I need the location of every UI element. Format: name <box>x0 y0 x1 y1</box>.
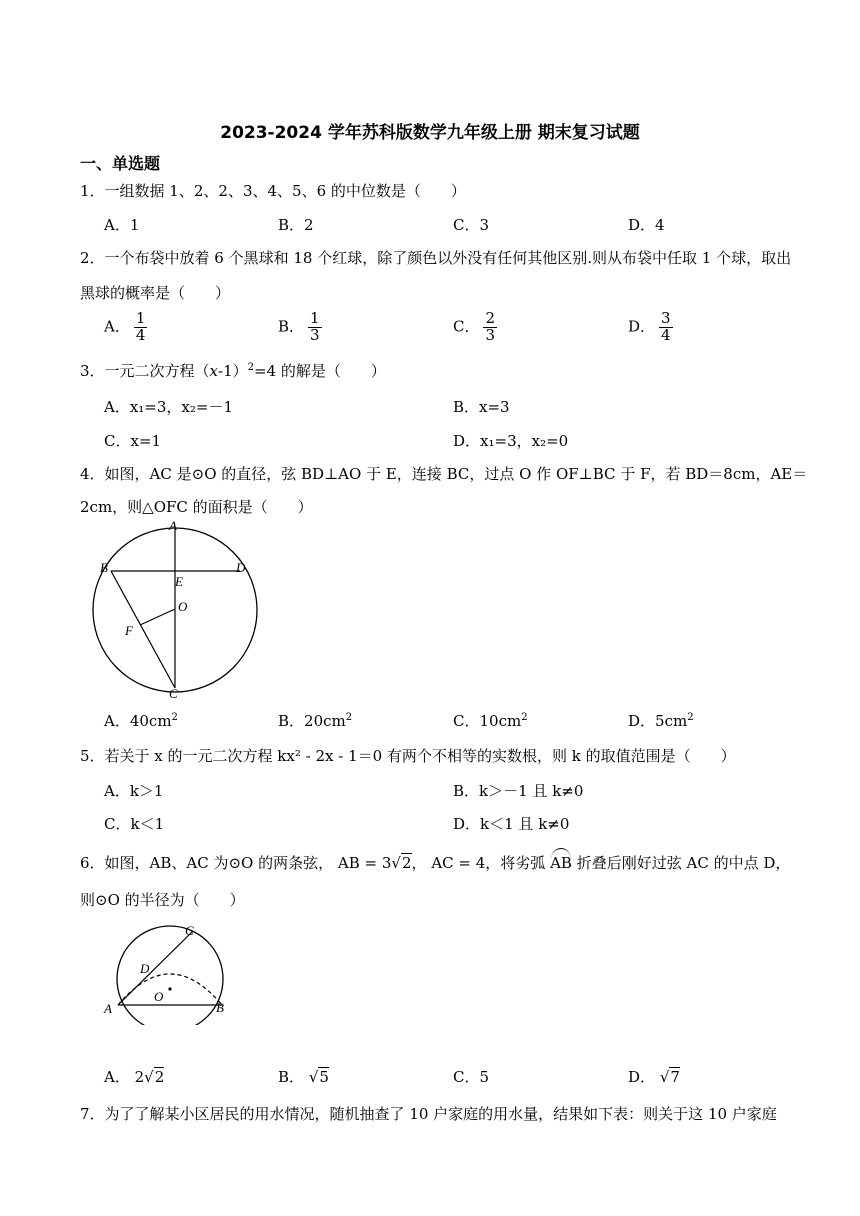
q6-option-d-radicand: 7 <box>670 1068 680 1086</box>
q6-eq-ac: AC = 4 <box>431 854 486 872</box>
page-title: 2023-2024 学年苏科版数学九年级上册 期末复习试题 <box>220 123 640 143</box>
q4-option-a <box>104 710 178 731</box>
q4-option-c <box>453 710 528 731</box>
fraction <box>659 311 673 344</box>
q6-option-c: C．5 <box>453 1068 490 1086</box>
denominator: 3 <box>485 325 496 344</box>
circle-o <box>117 926 223 1025</box>
exponent: 2 <box>687 712 694 723</box>
question-6-line1 <box>80 852 790 873</box>
q4-option-c-text: C．10cm <box>453 712 522 730</box>
segment-bc <box>111 571 175 688</box>
q4-circle-figure <box>90 520 260 700</box>
q6-arc-ab: AB <box>550 854 572 872</box>
q2-option-b <box>278 311 322 344</box>
exponent: 2 <box>171 712 178 723</box>
question-7-text: 7．为了了解某小区居民的用水情况，随机抽查了 10 户家庭的用水量，结果如下表：则关于这 10 户家庭 <box>80 1105 777 1123</box>
q6-option-a-radicand: 2 <box>154 1068 165 1086</box>
center-point <box>168 987 171 990</box>
q2-option-c-label: C． <box>453 317 480 336</box>
q6-text-part: 折叠后刚好过弦 AC 的中点 D， <box>576 854 791 872</box>
label-d: D <box>236 560 246 575</box>
numerator: 2 <box>485 309 496 327</box>
q3-text-part: =4 的解是（ ） <box>254 362 386 380</box>
q6-option-b-radicand: 5 <box>319 1068 329 1086</box>
exponent: 2 <box>521 712 528 723</box>
q5-option-b: B．k＞－1 且 k≠0 <box>453 782 584 800</box>
denominator: 4 <box>661 325 671 344</box>
sqrt-icon: √ <box>659 1068 670 1086</box>
q1-option-a: A．1 <box>104 216 140 234</box>
fraction <box>134 311 148 344</box>
label-a: A <box>169 520 177 533</box>
question-1-text: 1．一组数据 1、2、2、3、4、5、6 的中位数是（ ） <box>80 182 466 200</box>
q4-option-a-text: A．40cm <box>104 712 172 730</box>
numerator: 1 <box>310 309 320 327</box>
sqrt-icon: √ <box>391 854 401 872</box>
q3-exponent: 2 <box>247 362 255 373</box>
q6-eq-ab-radicand: 2 <box>401 854 412 872</box>
q3-option-d: D．x₁=3，x₂=0 <box>453 432 569 450</box>
q3-option-b: B．x=3 <box>453 398 510 416</box>
q1-option-d: D．4 <box>628 216 665 234</box>
label-b: B <box>100 560 108 575</box>
q2-option-d <box>628 311 673 344</box>
q4-option-d <box>628 710 694 731</box>
fraction <box>308 311 322 344</box>
sqrt-icon: √ <box>144 1068 154 1086</box>
q6-option-b-label: B． <box>278 1068 305 1086</box>
q3-text-part: -1） <box>218 362 248 380</box>
q3-text-part: 3．一元二次方程（ <box>80 362 210 380</box>
question-2-line2: 黑球的概率是（ ） <box>80 284 231 302</box>
q4-option-d-text: D．5cm <box>628 712 688 730</box>
denominator: 4 <box>135 325 146 344</box>
q1-option-c: C．3 <box>453 216 490 234</box>
q6-circle-figure <box>100 925 240 1025</box>
q6-option-b <box>278 1066 329 1087</box>
question-2-line1: 2．一个布袋中放着 6 个黑球和 18 个红球，除了颜色以外没有任何其他区别.则从布袋中任取 1 个球，取出 <box>80 249 792 267</box>
q6-option-a-label: A． <box>104 1068 130 1086</box>
label-o: O <box>154 989 164 1004</box>
q3-var: x <box>209 362 219 380</box>
q3-option-c: C．x=1 <box>104 432 162 450</box>
q4-option-b <box>278 710 352 731</box>
q5-option-d: D．k＜1 且 k≠0 <box>453 815 570 833</box>
question-5-text: 5．若关于 x 的一元二次方程 kx² - 2x - 1＝0 有两个不相等的实数根，则 k 的取值范围是（ ） <box>80 747 736 765</box>
exponent: 2 <box>345 712 353 723</box>
label-c: C <box>169 686 178 700</box>
q6-option-a <box>104 1066 164 1087</box>
label-e: E <box>175 574 183 589</box>
sqrt-icon: √ <box>308 1068 319 1086</box>
q2-option-c <box>453 311 497 344</box>
q6-text-part: ，将劣弧 <box>485 854 546 872</box>
q6-option-d-label: D． <box>628 1068 656 1086</box>
q6-text-part: 6．如图，AB、AC 为⊙O 的两条弦， <box>80 854 334 872</box>
q4-option-b-text: B．20cm <box>278 712 346 730</box>
q5-option-a: A．k＞1 <box>104 782 164 800</box>
question-3-text <box>80 360 386 381</box>
q2-option-a-label: A． <box>104 317 130 336</box>
label-c: C <box>185 925 194 938</box>
label-d: D <box>140 961 150 976</box>
q2-option-a <box>104 311 147 344</box>
numerator: 1 <box>135 309 146 327</box>
q6-option-a-coef: 2 <box>134 1068 145 1086</box>
q5-option-c: C．k＜1 <box>104 815 165 833</box>
question-4-line1: 4．如图，AC 是⊙O 的直径，弦 BD⊥AO 于 E，连接 BC，过点 O 作 OF⊥BC 于 F，若 BD＝8cm，AE＝ <box>80 465 808 483</box>
section-heading: 一、单选题 <box>80 154 161 173</box>
q2-option-d-label: D． <box>628 317 656 336</box>
label-b: B <box>216 1000 224 1015</box>
numerator: 3 <box>661 309 671 327</box>
q6-eq-ab <box>338 853 412 872</box>
q2-option-b-label: B． <box>278 317 305 336</box>
label-o: O <box>178 599 188 614</box>
question-4-line2: 2cm，则△OFC 的面积是（ ） <box>80 498 313 516</box>
segment-of <box>140 609 175 625</box>
label-a: A <box>104 1001 112 1016</box>
question-6-line2: 则⊙O 的半径为（ ） <box>80 891 245 909</box>
fraction <box>483 311 497 344</box>
q1-option-b: B．2 <box>278 216 314 234</box>
q3-option-a: A．x₁=3，x₂=－1 <box>104 398 234 416</box>
denominator: 3 <box>310 325 320 344</box>
label-f: F <box>125 623 133 638</box>
q6-option-d <box>628 1066 680 1087</box>
q6-eq-ab-left: AB = 3 <box>337 854 392 872</box>
q6-text-part: ， <box>411 854 427 872</box>
